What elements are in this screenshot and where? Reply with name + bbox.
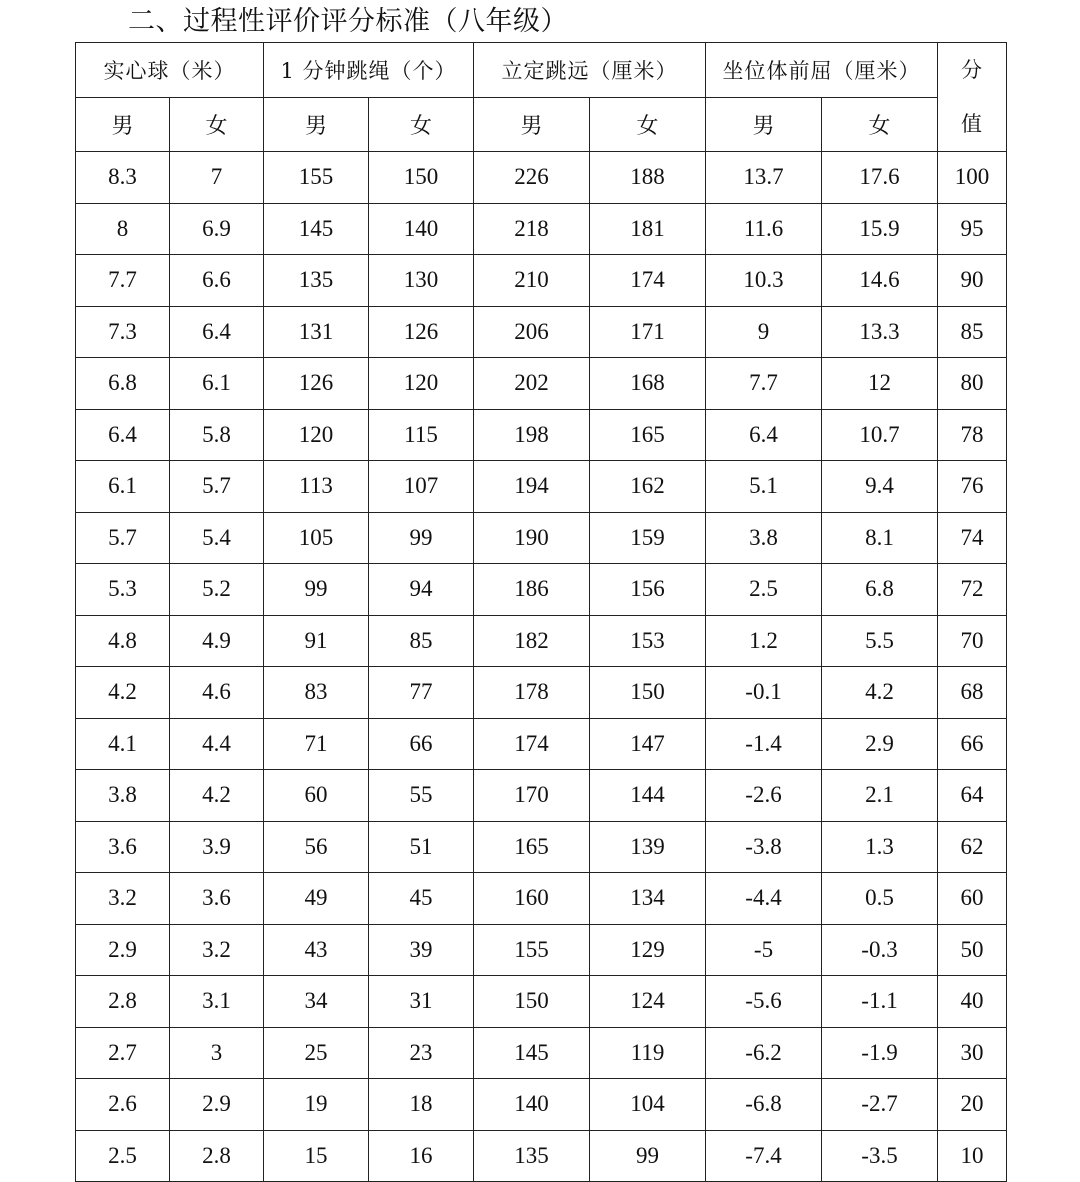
cell-jump-male: 174 [474, 718, 590, 770]
cell-shot-put-female: 3.6 [170, 873, 264, 925]
cell-rope-female: 85 [369, 615, 474, 667]
table-row [76, 152, 1007, 204]
cell-shot-put-male: 3.2 [76, 873, 170, 925]
cell-jump-male: 135 [474, 1130, 590, 1182]
cell-score: 76 [938, 461, 1007, 513]
cell-reach-male: 11.6 [706, 203, 822, 255]
cell-reach-male: -5 [706, 924, 822, 976]
cell-rope-female: 45 [369, 873, 474, 925]
document-title: 二、过程性评价评分标准（八年级） [128, 6, 568, 37]
cell-shot-put-male: 5.7 [76, 512, 170, 564]
cell-shot-put-male: 6.4 [76, 409, 170, 461]
table-row [76, 255, 1007, 307]
cell-shot-put-female: 3 [170, 1027, 264, 1079]
cell-jump-female: 139 [590, 821, 706, 873]
cell-reach-female: 15.9 [822, 203, 938, 255]
cell-jump-female: 156 [590, 564, 706, 616]
header-jump-female: 女 [590, 97, 706, 152]
cell-jump-female: 134 [590, 873, 706, 925]
cell-jump-male: 160 [474, 873, 590, 925]
cell-jump-male: 186 [474, 564, 590, 616]
header-shot-put-male: 男 [76, 97, 170, 152]
cell-shot-put-female: 6.9 [170, 203, 264, 255]
cell-rope-male: 83 [264, 667, 369, 719]
cell-reach-male: 3.8 [706, 512, 822, 564]
cell-rope-female: 107 [369, 461, 474, 513]
cell-reach-female: -0.3 [822, 924, 938, 976]
cell-jump-female: 99 [590, 1130, 706, 1182]
cell-rope-male: 145 [264, 203, 369, 255]
cell-jump-female: 162 [590, 461, 706, 513]
cell-jump-male: 140 [474, 1079, 590, 1131]
cell-rope-female: 115 [369, 409, 474, 461]
cell-jump-female: 174 [590, 255, 706, 307]
scoring-standard-table [75, 42, 1007, 1182]
cell-rope-female: 39 [369, 924, 474, 976]
cell-shot-put-male: 2.8 [76, 976, 170, 1028]
cell-reach-female: 9.4 [822, 461, 938, 513]
cell-score: 90 [938, 255, 1007, 307]
cell-shot-put-male: 7.3 [76, 306, 170, 358]
cell-shot-put-male: 6.1 [76, 461, 170, 513]
cell-reach-female: 4.2 [822, 667, 938, 719]
cell-score: 68 [938, 667, 1007, 719]
cell-reach-female: 5.5 [822, 615, 938, 667]
cell-shot-put-female: 3.2 [170, 924, 264, 976]
cell-reach-male: 1.2 [706, 615, 822, 667]
cell-rope-male: 60 [264, 770, 369, 822]
cell-jump-female: 171 [590, 306, 706, 358]
cell-jump-female: 124 [590, 976, 706, 1028]
table-row [76, 1079, 1007, 1131]
cell-reach-male: 7.7 [706, 358, 822, 410]
cell-rope-female: 66 [369, 718, 474, 770]
cell-rope-female: 31 [369, 976, 474, 1028]
cell-shot-put-male: 3.6 [76, 821, 170, 873]
cell-rope-female: 51 [369, 821, 474, 873]
cell-reach-female: -1.9 [822, 1027, 938, 1079]
cell-reach-female: 13.3 [822, 306, 938, 358]
cell-shot-put-female: 6.4 [170, 306, 264, 358]
cell-jump-male: 155 [474, 924, 590, 976]
cell-score: 60 [938, 873, 1007, 925]
cell-reach-female: 2.9 [822, 718, 938, 770]
cell-jump-male: 194 [474, 461, 590, 513]
cell-rope-male: 49 [264, 873, 369, 925]
cell-rope-male: 43 [264, 924, 369, 976]
cell-shot-put-female: 3.9 [170, 821, 264, 873]
cell-shot-put-male: 2.5 [76, 1130, 170, 1182]
cell-reach-female: -1.1 [822, 976, 938, 1028]
table-row [76, 924, 1007, 976]
cell-score: 30 [938, 1027, 1007, 1079]
cell-shot-put-female: 6.6 [170, 255, 264, 307]
cell-reach-female: -2.7 [822, 1079, 938, 1131]
header-rope-skipping: 1 分钟跳绳（个） [264, 43, 474, 98]
cell-reach-female: 6.8 [822, 564, 938, 616]
table-row [76, 873, 1007, 925]
cell-score: 66 [938, 718, 1007, 770]
cell-jump-female: 168 [590, 358, 706, 410]
cell-shot-put-male: 2.9 [76, 924, 170, 976]
table-row [76, 461, 1007, 513]
cell-shot-put-male: 3.8 [76, 770, 170, 822]
cell-rope-female: 120 [369, 358, 474, 410]
cell-shot-put-male: 7.7 [76, 255, 170, 307]
header-jump-male: 男 [474, 97, 590, 152]
header-score-char-1: 分 [961, 58, 984, 82]
cell-jump-female: 165 [590, 409, 706, 461]
table-row [76, 821, 1007, 873]
header-reach-male: 男 [706, 97, 822, 152]
cell-score: 74 [938, 512, 1007, 564]
cell-score: 70 [938, 615, 1007, 667]
cell-shot-put-male: 2.7 [76, 1027, 170, 1079]
header-score [938, 43, 1007, 152]
cell-reach-male: -6.2 [706, 1027, 822, 1079]
table-row [76, 667, 1007, 719]
table-row [76, 770, 1007, 822]
cell-reach-male: 5.1 [706, 461, 822, 513]
cell-rope-male: 56 [264, 821, 369, 873]
table-row [76, 1027, 1007, 1079]
cell-score: 10 [938, 1130, 1007, 1182]
cell-jump-female: 153 [590, 615, 706, 667]
cell-score: 20 [938, 1079, 1007, 1131]
header-row-gender [76, 97, 1007, 152]
cell-score: 72 [938, 564, 1007, 616]
cell-score: 62 [938, 821, 1007, 873]
cell-jump-male: 210 [474, 255, 590, 307]
cell-jump-female: 181 [590, 203, 706, 255]
cell-shot-put-female: 7 [170, 152, 264, 204]
cell-score: 40 [938, 976, 1007, 1028]
cell-shot-put-male: 6.8 [76, 358, 170, 410]
cell-score: 80 [938, 358, 1007, 410]
cell-score: 78 [938, 409, 1007, 461]
cell-rope-male: 131 [264, 306, 369, 358]
cell-rope-male: 15 [264, 1130, 369, 1182]
cell-reach-male: 13.7 [706, 152, 822, 204]
cell-reach-female: 10.7 [822, 409, 938, 461]
cell-jump-male: 218 [474, 203, 590, 255]
cell-rope-female: 23 [369, 1027, 474, 1079]
cell-rope-male: 113 [264, 461, 369, 513]
cell-shot-put-male: 2.6 [76, 1079, 170, 1131]
table-row [76, 1130, 1007, 1182]
cell-rope-male: 19 [264, 1079, 369, 1131]
header-shot-put: 实心球（米） [76, 43, 264, 98]
cell-jump-male: 165 [474, 821, 590, 873]
cell-shot-put-male: 4.1 [76, 718, 170, 770]
header-row-groups [76, 43, 1007, 98]
cell-shot-put-female: 6.1 [170, 358, 264, 410]
cell-score: 95 [938, 203, 1007, 255]
header-standing-long-jump: 立定跳远（厘米） [474, 43, 706, 98]
cell-shot-put-male: 5.3 [76, 564, 170, 616]
cell-rope-female: 140 [369, 203, 474, 255]
cell-rope-male: 126 [264, 358, 369, 410]
cell-shot-put-female: 3.1 [170, 976, 264, 1028]
cell-score: 64 [938, 770, 1007, 822]
header-shot-put-female: 女 [170, 97, 264, 152]
table-row [76, 976, 1007, 1028]
cell-shot-put-female: 2.9 [170, 1079, 264, 1131]
cell-shot-put-male: 4.8 [76, 615, 170, 667]
cell-shot-put-female: 4.9 [170, 615, 264, 667]
cell-reach-male: 6.4 [706, 409, 822, 461]
cell-reach-female: 0.5 [822, 873, 938, 925]
cell-reach-male: 2.5 [706, 564, 822, 616]
cell-rope-male: 105 [264, 512, 369, 564]
cell-jump-female: 147 [590, 718, 706, 770]
cell-jump-male: 202 [474, 358, 590, 410]
table-row [76, 615, 1007, 667]
cell-reach-female: 2.1 [822, 770, 938, 822]
cell-jump-male: 198 [474, 409, 590, 461]
cell-shot-put-male: 8 [76, 203, 170, 255]
cell-jump-male: 206 [474, 306, 590, 358]
cell-rope-male: 91 [264, 615, 369, 667]
header-rope-male: 男 [264, 97, 369, 152]
cell-score: 85 [938, 306, 1007, 358]
cell-jump-female: 104 [590, 1079, 706, 1131]
cell-rope-female: 150 [369, 152, 474, 204]
header-sit-and-reach: 坐位体前屈（厘米） [706, 43, 938, 98]
cell-reach-male: -2.6 [706, 770, 822, 822]
cell-jump-female: 188 [590, 152, 706, 204]
table-row [76, 358, 1007, 410]
cell-reach-female: 8.1 [822, 512, 938, 564]
cell-rope-male: 120 [264, 409, 369, 461]
cell-reach-male: 9 [706, 306, 822, 358]
cell-rope-male: 34 [264, 976, 369, 1028]
cell-shot-put-female: 4.4 [170, 718, 264, 770]
cell-shot-put-female: 2.8 [170, 1130, 264, 1182]
cell-jump-male: 170 [474, 770, 590, 822]
cell-reach-female: 14.6 [822, 255, 938, 307]
cell-shot-put-female: 5.8 [170, 409, 264, 461]
cell-jump-female: 129 [590, 924, 706, 976]
cell-jump-female: 119 [590, 1027, 706, 1079]
cell-reach-female: 17.6 [822, 152, 938, 204]
cell-reach-male: -0.1 [706, 667, 822, 719]
cell-rope-female: 99 [369, 512, 474, 564]
cell-rope-male: 25 [264, 1027, 369, 1079]
cell-shot-put-female: 5.4 [170, 512, 264, 564]
cell-reach-male: -7.4 [706, 1130, 822, 1182]
cell-rope-female: 55 [369, 770, 474, 822]
cell-jump-female: 159 [590, 512, 706, 564]
cell-shot-put-male: 8.3 [76, 152, 170, 204]
header-reach-female: 女 [822, 97, 938, 152]
cell-reach-male: -6.8 [706, 1079, 822, 1131]
cell-rope-female: 16 [369, 1130, 474, 1182]
cell-shot-put-male: 4.2 [76, 667, 170, 719]
table-row [76, 564, 1007, 616]
cell-rope-female: 94 [369, 564, 474, 616]
table-row [76, 512, 1007, 564]
cell-score: 100 [938, 152, 1007, 204]
cell-rope-female: 18 [369, 1079, 474, 1131]
cell-rope-male: 99 [264, 564, 369, 616]
cell-jump-male: 182 [474, 615, 590, 667]
cell-reach-male: -5.6 [706, 976, 822, 1028]
header-score-char-2: 值 [961, 112, 984, 136]
cell-reach-female: 1.3 [822, 821, 938, 873]
cell-jump-male: 190 [474, 512, 590, 564]
cell-jump-male: 145 [474, 1027, 590, 1079]
cell-rope-female: 77 [369, 667, 474, 719]
cell-jump-male: 150 [474, 976, 590, 1028]
cell-reach-male: 10.3 [706, 255, 822, 307]
cell-rope-male: 71 [264, 718, 369, 770]
cell-reach-male: -3.8 [706, 821, 822, 873]
cell-jump-female: 144 [590, 770, 706, 822]
cell-reach-male: -1.4 [706, 718, 822, 770]
cell-score: 50 [938, 924, 1007, 976]
table-row [76, 203, 1007, 255]
cell-rope-female: 130 [369, 255, 474, 307]
table-row [76, 306, 1007, 358]
cell-rope-male: 135 [264, 255, 369, 307]
table-row [76, 409, 1007, 461]
cell-jump-female: 150 [590, 667, 706, 719]
cell-shot-put-female: 5.7 [170, 461, 264, 513]
cell-shot-put-female: 5.2 [170, 564, 264, 616]
cell-rope-female: 126 [369, 306, 474, 358]
table-row [76, 718, 1007, 770]
cell-jump-male: 226 [474, 152, 590, 204]
cell-reach-male: -4.4 [706, 873, 822, 925]
cell-rope-male: 155 [264, 152, 369, 204]
cell-reach-female: 12 [822, 358, 938, 410]
cell-reach-female: -3.5 [822, 1130, 938, 1182]
header-rope-female: 女 [369, 97, 474, 152]
cell-shot-put-female: 4.2 [170, 770, 264, 822]
cell-shot-put-female: 4.6 [170, 667, 264, 719]
cell-jump-male: 178 [474, 667, 590, 719]
